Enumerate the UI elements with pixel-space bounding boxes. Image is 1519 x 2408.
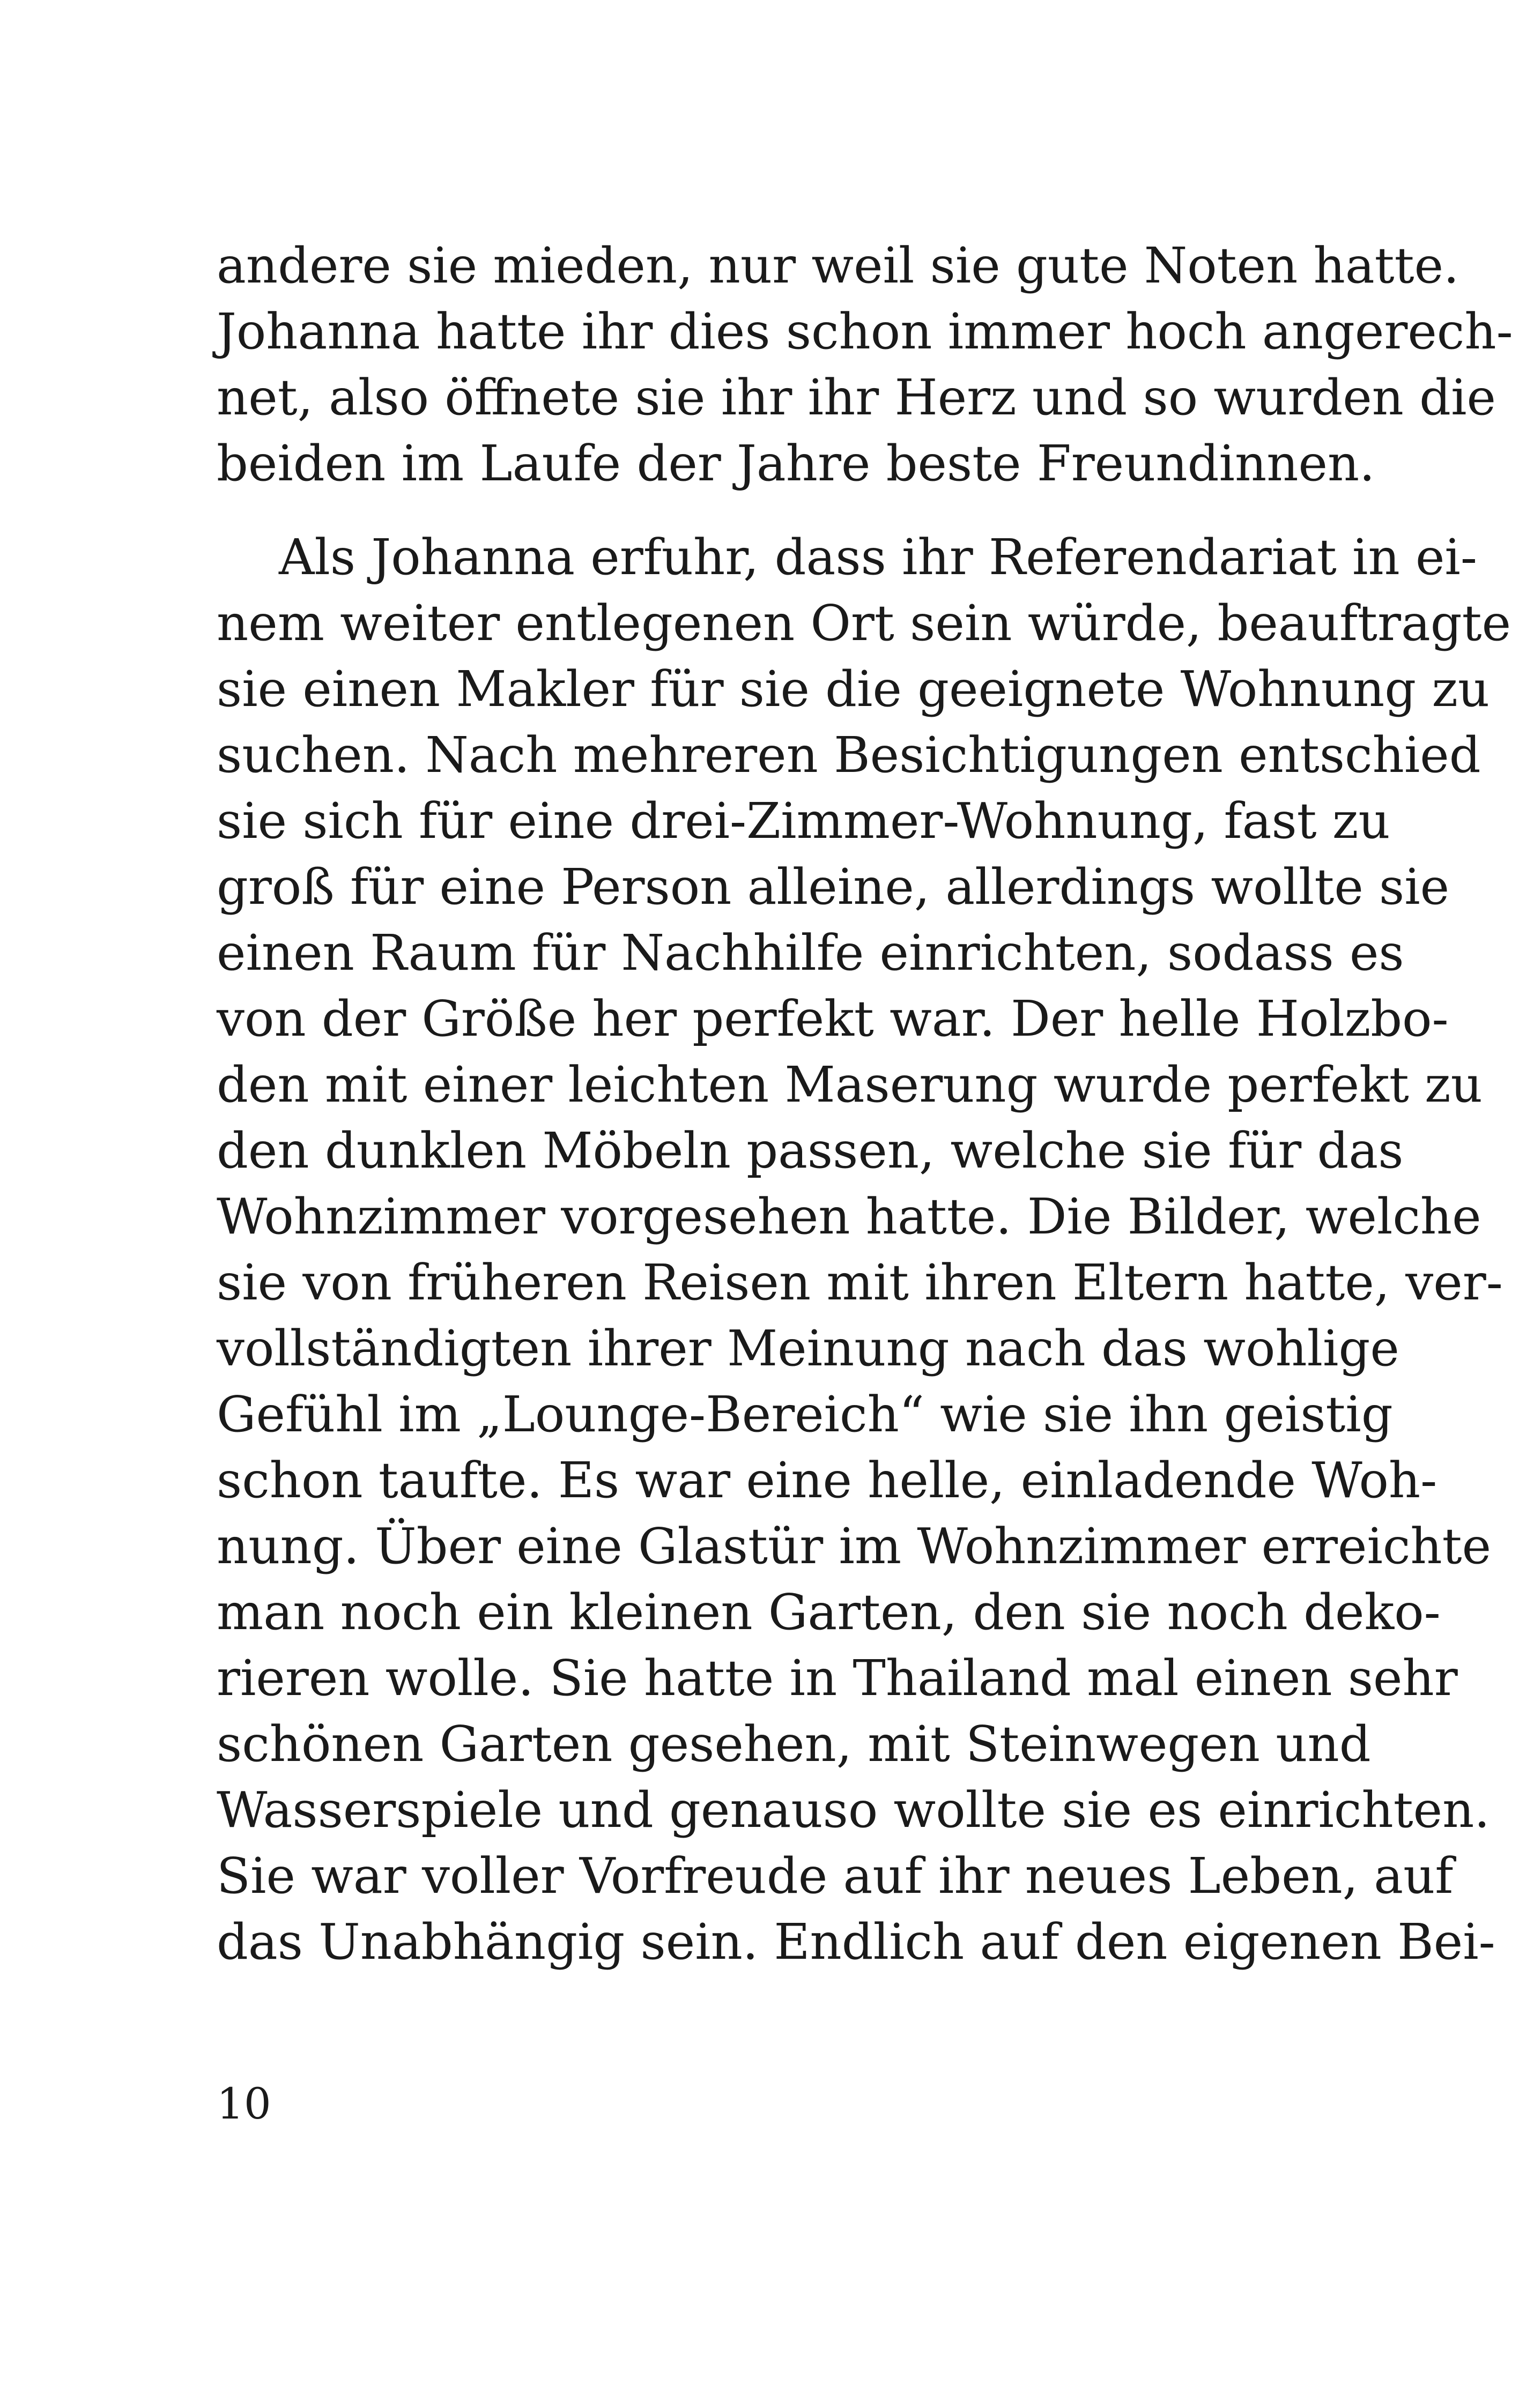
paragraph-1 xyxy=(217,233,1513,496)
body-text xyxy=(217,233,1513,1975)
text-line: beiden im Laufe der Jahre beste Freundinnen. xyxy=(217,435,1375,492)
text-line: vollständigten ihrer Meinung nach das wohlige xyxy=(217,1320,1399,1377)
text-line: man noch ein kleinen Garten, den sie noch deko- xyxy=(217,1584,1441,1641)
text-line: Johanna hatte ihr dies schon immer hoch angerech- xyxy=(217,303,1513,360)
text-line: Als Johanna erfuhr, dass ihr Referendariat in ei- xyxy=(279,529,1477,586)
text-line: den mit einer leichten Maserung wurde perfekt zu xyxy=(217,1056,1483,1113)
paragraph-2 xyxy=(217,524,1511,1975)
text-line: das Unabhängig sein. Endlich auf den eigenen Bei- xyxy=(217,1913,1495,1971)
text-line: net, also öffnete sie ihr ihr Herz und so wurden die xyxy=(217,369,1496,426)
text-line: nung. Über eine Glastür im Wohnzimmer erreichte xyxy=(217,1518,1492,1575)
text-line: sie einen Makler für sie die geeignete Wohnung zu xyxy=(217,660,1490,718)
text-line: Wasserspiele und genauso wollte sie es einrichten. xyxy=(217,1781,1490,1839)
text-line: Sie war voller Vorfreude auf ihr neues Leben, auf xyxy=(217,1847,1454,1905)
paragraph-spacer xyxy=(217,496,1316,524)
text-line: rieren wolle. Sie hatte in Thailand mal einen sehr xyxy=(217,1649,1458,1707)
text-line: groß für eine Person alleine, allerdings wollte sie xyxy=(217,858,1450,916)
text-line: Gefühl im „Lounge-Bereich“ wie sie ihn geistig xyxy=(217,1386,1393,1443)
text-line: schon taufte. Es war eine helle, einladende Woh- xyxy=(217,1452,1438,1509)
text-line: suchen. Nach mehreren Besichtigungen entschied xyxy=(217,726,1481,784)
text-line: sie von früheren Reisen mit ihren Eltern hatte, ver- xyxy=(217,1254,1503,1311)
text-line: sie sich für eine drei-Zimmer-Wohnung, fast zu xyxy=(217,792,1390,850)
text-line: von der Größe her perfekt war. Der helle Holzbo- xyxy=(217,990,1449,1047)
text-line: Wohnzimmer vorgesehen hatte. Die Bilder, welche xyxy=(217,1188,1481,1245)
text-line: schönen Garten gesehen, mit Steinwegen und xyxy=(217,1715,1371,1773)
text-line: einen Raum für Nachhilfe einrichten, sodass es xyxy=(217,924,1404,982)
page-number: 10 xyxy=(217,2079,271,2129)
text-line: den dunklen Möbeln passen, welche sie für das xyxy=(217,1122,1404,1179)
text-line: andere sie mieden, nur weil sie gute Noten hatte. xyxy=(217,237,1459,294)
text-line: nem weiter entlegenen Ort sein würde, beauftragte xyxy=(217,594,1511,652)
